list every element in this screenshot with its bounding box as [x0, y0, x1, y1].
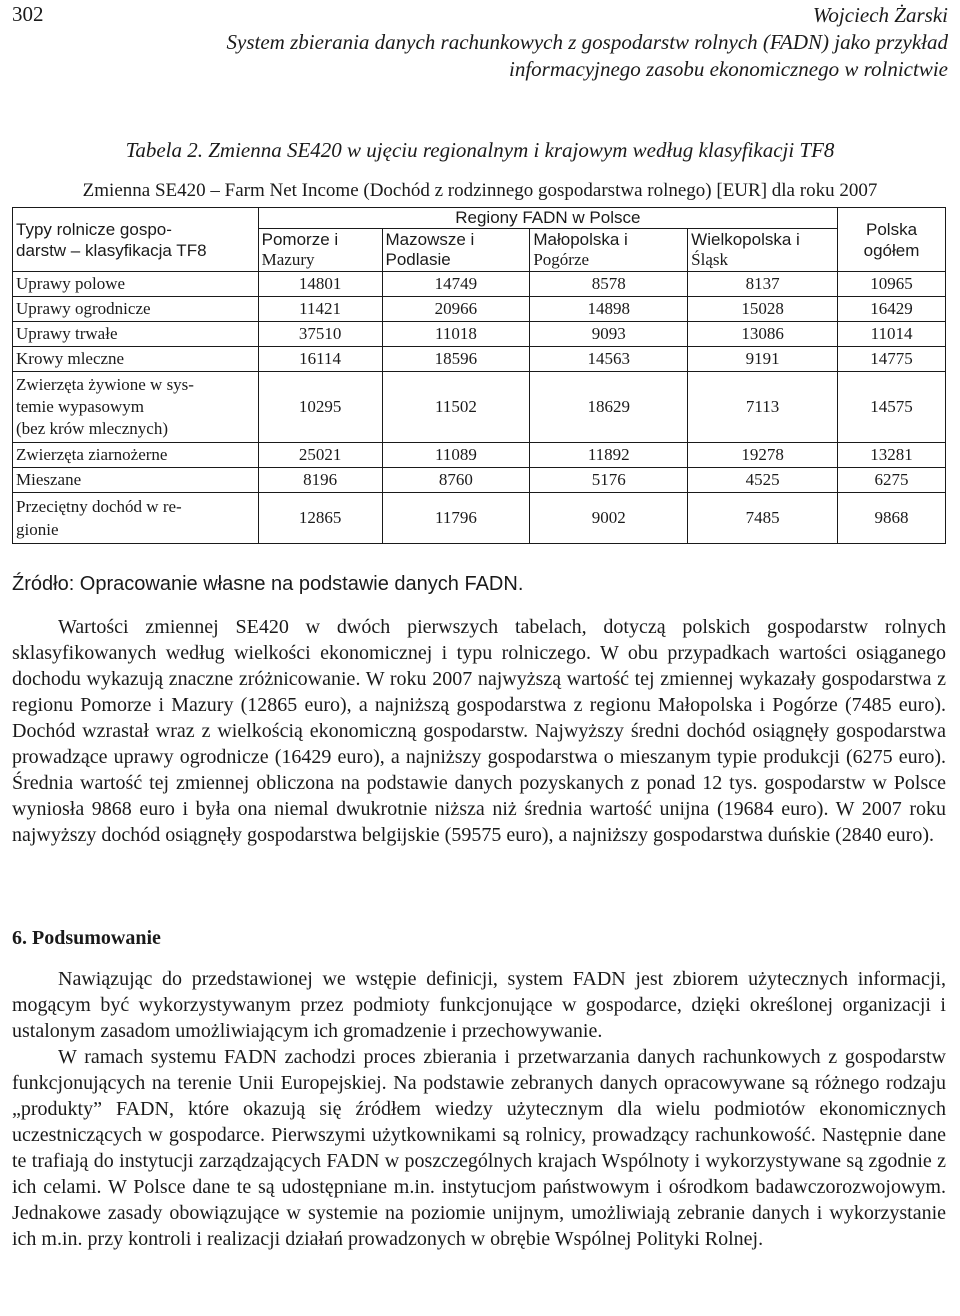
- header-title-line-2: informacyjnego zasobu ekonomicznego w rolnictwie: [509, 57, 948, 81]
- column-header-line: Mazowsze i: [385, 230, 475, 249]
- table-cell: 14563: [530, 347, 688, 372]
- row-label: Uprawy trwałe: [13, 322, 259, 347]
- table-cell: 7113: [688, 372, 838, 443]
- column-header-line: Wielkopolska i: [691, 230, 800, 249]
- column-header-line: Mazury: [261, 250, 315, 269]
- table-cell: 12865: [258, 493, 382, 544]
- table-cell: 8578: [530, 272, 688, 297]
- table-cell: 14775: [838, 347, 946, 372]
- table-row: [13, 443, 946, 468]
- table-row: [13, 493, 946, 544]
- table-cell: 13281: [838, 443, 946, 468]
- corner-header-line: darstw – klasyfikacja TF8: [16, 240, 207, 260]
- table-cell: 15028: [688, 297, 838, 322]
- table-cell: 18629: [530, 372, 688, 443]
- row-label: [13, 372, 259, 443]
- header-title-line-1: System zbierania danych rachunkowych z gospodarstw rolnych (FADN) jako przykład: [226, 30, 948, 54]
- column-header: [530, 229, 688, 272]
- document-page: [12, 0, 948, 1250]
- table-cell: 9093: [530, 322, 688, 347]
- table-source-note: Źródło: Opracowanie własne na podstawie danych FADN.: [12, 573, 524, 595]
- row-label-line: Zwierzęta żywione w sys-: [16, 375, 194, 394]
- total-header-line: ogółem: [863, 240, 920, 260]
- row-label-line: gionie: [16, 520, 59, 539]
- section-heading: 6. Podsumowanie: [12, 927, 161, 949]
- table-cell: 20966: [382, 297, 530, 322]
- table-header-row: [13, 208, 946, 229]
- row-label: Mieszane: [13, 468, 259, 493]
- table-cell: 25021: [258, 443, 382, 468]
- row-label-line: temie wypasowym: [16, 397, 144, 416]
- table-cell: 8196: [258, 468, 382, 493]
- table-row: [13, 347, 946, 372]
- table-cell: 11421: [258, 297, 382, 322]
- table-cell: 18596: [382, 347, 530, 372]
- header-text: [12, 2, 948, 83]
- row-label: [13, 493, 259, 544]
- table-cell: 6275: [838, 468, 946, 493]
- row-label: Zwierzęta ziarnożerne: [13, 443, 259, 468]
- body-section-results: [12, 614, 946, 848]
- table-cell: 8137: [688, 272, 838, 297]
- column-header: [382, 229, 530, 272]
- table-cell: 14749: [382, 272, 530, 297]
- table-row: [13, 372, 946, 443]
- regions-header: Regiony FADN w Polsce: [258, 208, 837, 229]
- table-cell: 14575: [838, 372, 946, 443]
- table-cell: 16429: [838, 297, 946, 322]
- body-section-summary: [12, 966, 946, 1252]
- table-row: [13, 297, 946, 322]
- table-cell: 19278: [688, 443, 838, 468]
- column-header-line: Pogórze: [533, 250, 590, 269]
- table-cell: 14898: [530, 297, 688, 322]
- column-header: [688, 229, 838, 272]
- row-label: Krowy mleczne: [13, 347, 259, 372]
- row-label: Uprawy ogrodnicze: [13, 297, 259, 322]
- table-cell: 11089: [382, 443, 530, 468]
- table-caption: Tabela 2. Zmienna SE420 w ujęciu regionalnym i krajowym według klasyfikacji TF8: [125, 138, 835, 162]
- total-header-line: Polska: [866, 219, 918, 239]
- table-cell: 11892: [530, 443, 688, 468]
- table-cell: 4525: [688, 468, 838, 493]
- running-header: [12, 0, 948, 86]
- corner-header-line: Typy rolnicze gospo-: [16, 219, 172, 239]
- table-cell: 11018: [382, 322, 530, 347]
- header-author: Wojciech Żarski: [812, 3, 948, 27]
- table-cell: 5176: [530, 468, 688, 493]
- column-header-line: Małopolska i: [533, 230, 628, 249]
- paragraph: Nawiązując do przedstawionej we wstępie definicji, system FADN jest zbiorem użytecznych informacji, mogącym być wykorzystywanym przez podmioty funkcjonujące w gospodarce, dzięki określonej organizacji i ustalonym zasadom umożliwiającym ich gromadzenie i przechowywanie.: [12, 968, 946, 1042]
- table-cell: 10295: [258, 372, 382, 443]
- table-cell: 7485: [688, 493, 838, 544]
- table-cell: 37510: [258, 322, 382, 347]
- table-cell: 10965: [838, 272, 946, 297]
- table-cell: 11502: [382, 372, 530, 443]
- paragraph: W ramach systemu FADN zachodzi proces zbierania i przetwarzania danych rachunkowych z gospodarstw funkcjonujących na terenie Unii Europejskiej. Na podstawie zebranych danych opracowywane są różnego rodzaju „produkty” FADN, które okazują się źródłem wiedzy użytecznym dla wielu podmiotów ekonomicznych uczestniczących w gospodarce. Pierwszymi użytkownikami są rolnicy, prowadzący rachunkowość. Następnie dane te trafiają do instytucji zarządzających FADN w poszczególnych krajach Wspólnoty i wykorzystywane są zgodnie z ich celami. W Polsce dane te są udostępniane m.in. instytucjom państwowym i ośrodkom badawczorozwojowym. Jednakowe zasady obowiązujące w systemie na poziomie unijnym, umożliwiają zebranie danych i wykorzystanie ich m.in. przy kontroli i realizacji działań prowadzonych w obrębie Wspólnej Polityki Rolnej.: [12, 1046, 946, 1250]
- paragraph: Wartości zmiennej SE420 w dwóch pierwszych tabelach, dotyczą polskich gospodarstw rolnych sklasyfikowanych według wielkości ekonomicznej i typu rolniczego. W obu przypadkach wartości osiąganego dochodu wykazują znaczne zróżnicowanie. W roku 2007 najwyższą wartość tej zmiennej wykazały gospodarstwa z regionu Pomorze i Mazury (12865 euro), a najniższą gospodarstwa z regionu Małopolska i Pogórze (7485 euro). Dochód wzrastał wraz z wielkością ekonomiczną gospodarstw. Najwyższy średni dochód osiągnęły gospodarstwa prowadzące uprawy ogrodnicze (16429 euro), a najniższy gospodarstwa o mieszanym typie produkcji (6275 euro). Średnia wartość tej zmiennej obliczona na podstawie danych pozyskanych z ponad 12 tys. gospodarstw w Polsce wyniosła 9868 euro i była ona niemal dwukrotnie niższa niż średnia wartość unijna (19684 euro). W 2007 roku najwyższy dochód osiągnęły gospodarstwa belgijskie (59575 euro), a najniższy gospodarstwa duńskie (2840 euro).: [12, 616, 946, 846]
- table-row: [13, 468, 946, 493]
- corner-header-cell: [13, 208, 259, 272]
- income-table: [12, 207, 946, 544]
- table-row: [13, 322, 946, 347]
- row-label-line: (bez krów mlecznych): [16, 419, 168, 438]
- column-header-line: Śląsk: [691, 250, 729, 269]
- table-cell: 14801: [258, 272, 382, 297]
- table-subtitle: Zmienna SE420 – Farm Net Income (Dochód z rodzinnego gospodarstwa rolnego) [EUR] dla roku 2007: [82, 180, 878, 201]
- table-cell: 11796: [382, 493, 530, 544]
- table-cell: 9191: [688, 347, 838, 372]
- row-label: Uprawy polowe: [13, 272, 259, 297]
- table-cell: 16114: [258, 347, 382, 372]
- table-row: [13, 272, 946, 297]
- column-header-line: Podlasie: [385, 250, 451, 269]
- table-cell: 9002: [530, 493, 688, 544]
- total-header-cell: [838, 208, 946, 272]
- page-number: 302: [12, 2, 44, 26]
- column-header: [258, 229, 382, 272]
- table-cell: 11014: [838, 322, 946, 347]
- row-label-line: Przeciętny dochód w re-: [16, 497, 182, 516]
- column-header-line: Pomorze i: [261, 230, 339, 249]
- table-cell: 8760: [382, 468, 530, 493]
- table-cell: 13086: [688, 322, 838, 347]
- table-cell: 9868: [838, 493, 946, 544]
